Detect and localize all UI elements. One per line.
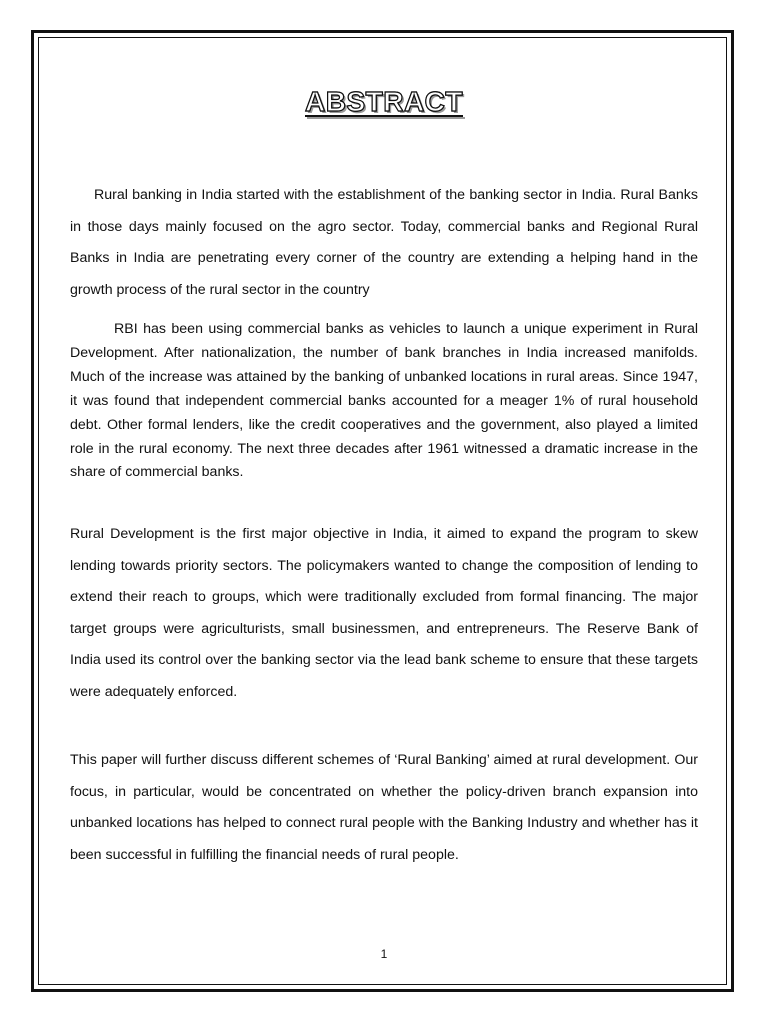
paragraph-rural-development: Rural Development is the first major objective in India, it aimed to expand the program to skew lending towards priority sectors. The policymakers wanted to change the composition of lending to extend their reach to groups, which were traditionally excluded from formal financing. The major target groups were agriculturists, small businessmen, and entrepreneurs. The Reserve Bank of India used its control over the banking sector via the lead bank scheme to ensure that these targets were adequately enforced. [70,526,698,700]
paragraph-rbi: RBI has been using commercial banks as vehicles to launch a unique experiment in Rural Development. After nationalization, the number of bank branches in India increased manifolds. Much of the increase was attained by the banking of unbanked locations in rural areas. Since 1947, it was found that independent commercial banks accounted for a meager 1% of rural household debt. Other formal lenders, like the credit cooperatives and the government, also played a limited role in the rural economy. The next three decades after 1961 witnessed a dramatic increase in the share of commercial banks. [70,321,698,481]
paragraph-intro: Rural banking in India started with the establishment of the banking sector in India. Rural Banks in those days mainly focused on the agro sector. Today, commercial banks and Regional Rural Banks in India are penetrating every corner of the country are extending a helping hand in the growth process of the rural sector in the country [70,187,698,298]
page-title: ABSTRACT [305,86,463,117]
page-number: 1 [380,947,388,961]
paragraph-paper-scope: This paper will further discuss different schemes of ‘Rural Banking’ aimed at rural development. Our focus, in particular, would be concentrated on whether the policy-driven branch expansion into unbanked locations has helped to connect rural people with the Banking Industry and whether has it been successful in fulfilling the financial needs of rural people. [70,752,698,863]
